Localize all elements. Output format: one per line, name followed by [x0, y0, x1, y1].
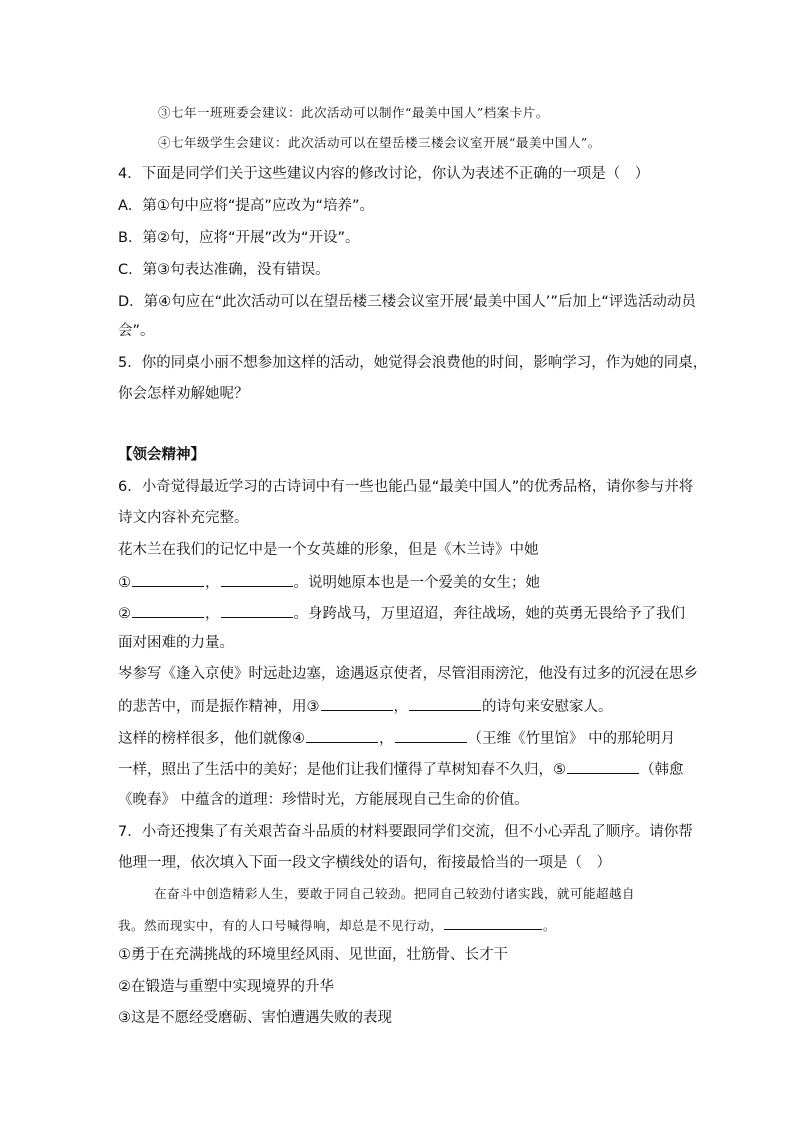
question-6-line11: 《晚春》 中蕴含的道理：珍惜时光，方能展现自己生命的价值。 — [118, 792, 529, 808]
passage-line1: 在奋斗中创造精彩人生，要敢于同自己较劲。把同自己较劲付诸实践，就可能超越自 — [154, 886, 636, 901]
passage-line2-end: 。 — [543, 918, 557, 933]
passage-answer-blank[interactable] — [444, 914, 542, 930]
question-4-option-b: B．第②句，应将“开展”改为“开设”。 — [118, 230, 360, 246]
question-4-option-d-line2: 会”。 — [118, 323, 155, 339]
answer-blank-4a[interactable] — [306, 727, 378, 743]
line9-tail: （王维《竹里馆》 中的那轮明月 — [467, 731, 676, 747]
question-6-line4 — [118, 571, 688, 593]
separator: ， — [393, 699, 408, 715]
line9-head: 这样的榜样很多，他们就像④ — [118, 731, 305, 747]
line8-head: 的悲苦中，而是振作精神，用③ — [118, 699, 320, 715]
question-6-line7: 岑参写《逢入京使》时远赴边塞，途遇返京使者，尽管泪雨滂沱，他没有过多的沉浸在思乡 — [118, 666, 698, 682]
answer-blank-2a[interactable] — [132, 602, 204, 618]
blank-number-2: ② — [118, 606, 131, 622]
question-5-line1: 5．你的同桌小丽不想参加这样的活动，她觉得会浪费他的时间，影响学习，作为她的同桌， — [118, 355, 708, 371]
answer-blank-3a[interactable] — [321, 695, 393, 711]
question-6-line9 — [118, 727, 688, 749]
blank-number-1: ① — [118, 575, 131, 591]
question-4-option-a: A．第①句中应将“提高”应改为“培养”。 — [118, 198, 374, 214]
question-4-option-c: C．第③句表达准确，没有错误。 — [118, 262, 330, 278]
question-6-line8 — [118, 695, 688, 717]
suggestion-4: ④七年级学生会建议：此次活动可以在望岳楼三楼会议室开展“最美中国人”。 — [158, 135, 601, 150]
question-6-line2: 诗文内容补充完整。 — [118, 510, 249, 526]
line4-tail: 。说明她原本也是一个爱美的女生；她 — [293, 575, 540, 591]
answer-blank-1a[interactable] — [132, 571, 204, 587]
answer-blank-5[interactable] — [567, 758, 639, 774]
question-4-stem: 4．下面是同学们关于这些建议内容的修改讨论，你认为表述不正确的一项是（ ） — [118, 166, 650, 182]
answer-blank-1b[interactable] — [221, 571, 293, 587]
section-title: 【领会精神】 — [118, 447, 205, 463]
option-1: ①勇于在充满挑战的环境里经风雨、见世面，壮筋骨、长才干 — [118, 947, 508, 963]
answer-blank-3b[interactable] — [409, 695, 481, 711]
question-6-line10 — [118, 758, 688, 780]
line10-head: 一样，照出了生活中的美好；是他们让我们懂得了草树知春不久归，⑤ — [118, 762, 566, 778]
line8-tail: 的诗句来安慰家人。 — [482, 699, 613, 715]
question-4-option-d-line1: D．第④句应在“此次活动可以在望岳楼三楼会议室开展‘最美中国人’”后加上“评选活动动员 — [118, 294, 696, 310]
option-3: ③这是不愿经受磨砺、害怕遭遇失败的表现 — [118, 1010, 392, 1026]
question-7-line1: 7．小奇还搜集了有关艰苦奋斗品质的材料要跟同学们交流，但不小心弄乱了顺序。请你帮 — [118, 824, 693, 840]
question-5-line2: 你会怎样劝解她呢？ — [118, 386, 249, 402]
suggestion-3: ③七年一班班委会建议：此次活动可以制作“最美中国人”档案卡片。 — [158, 105, 549, 120]
separator: ， — [205, 575, 220, 591]
question-6-line3: 花木兰在我们的记忆中是一个女英雄的形象，但是《木兰诗》中她 — [118, 542, 539, 558]
line5-tail: 。身跨战马，万里迢迢，奔往战场，她的英勇无畏给予了我们 — [293, 606, 685, 622]
question-6-line5 — [118, 602, 688, 624]
passage-line2 — [118, 914, 688, 936]
question-7-line2: 他理一理，依次填入下面一段文字横线处的语句，衔接最恰当的一项是（ ） — [118, 855, 611, 871]
answer-blank-4b[interactable] — [395, 727, 467, 743]
separator: ， — [379, 731, 394, 747]
answer-blank-2b[interactable] — [221, 602, 293, 618]
question-6-line6: 面对困难的力量。 — [118, 635, 234, 651]
separator: ， — [205, 606, 220, 622]
line10-tail: （韩愈 — [640, 762, 684, 778]
passage-line2-text: 我。然而现实中，有的人口号喊得响，却总是不见行动， — [118, 918, 444, 933]
option-2: ②在锻造与重塑中实现境界的升华 — [118, 979, 334, 995]
question-6-line1: 6．小奇觉得最近学习的古诗词中有一些也能凸显“最美中国人”的优秀品格，请你参与并将 — [118, 479, 694, 495]
